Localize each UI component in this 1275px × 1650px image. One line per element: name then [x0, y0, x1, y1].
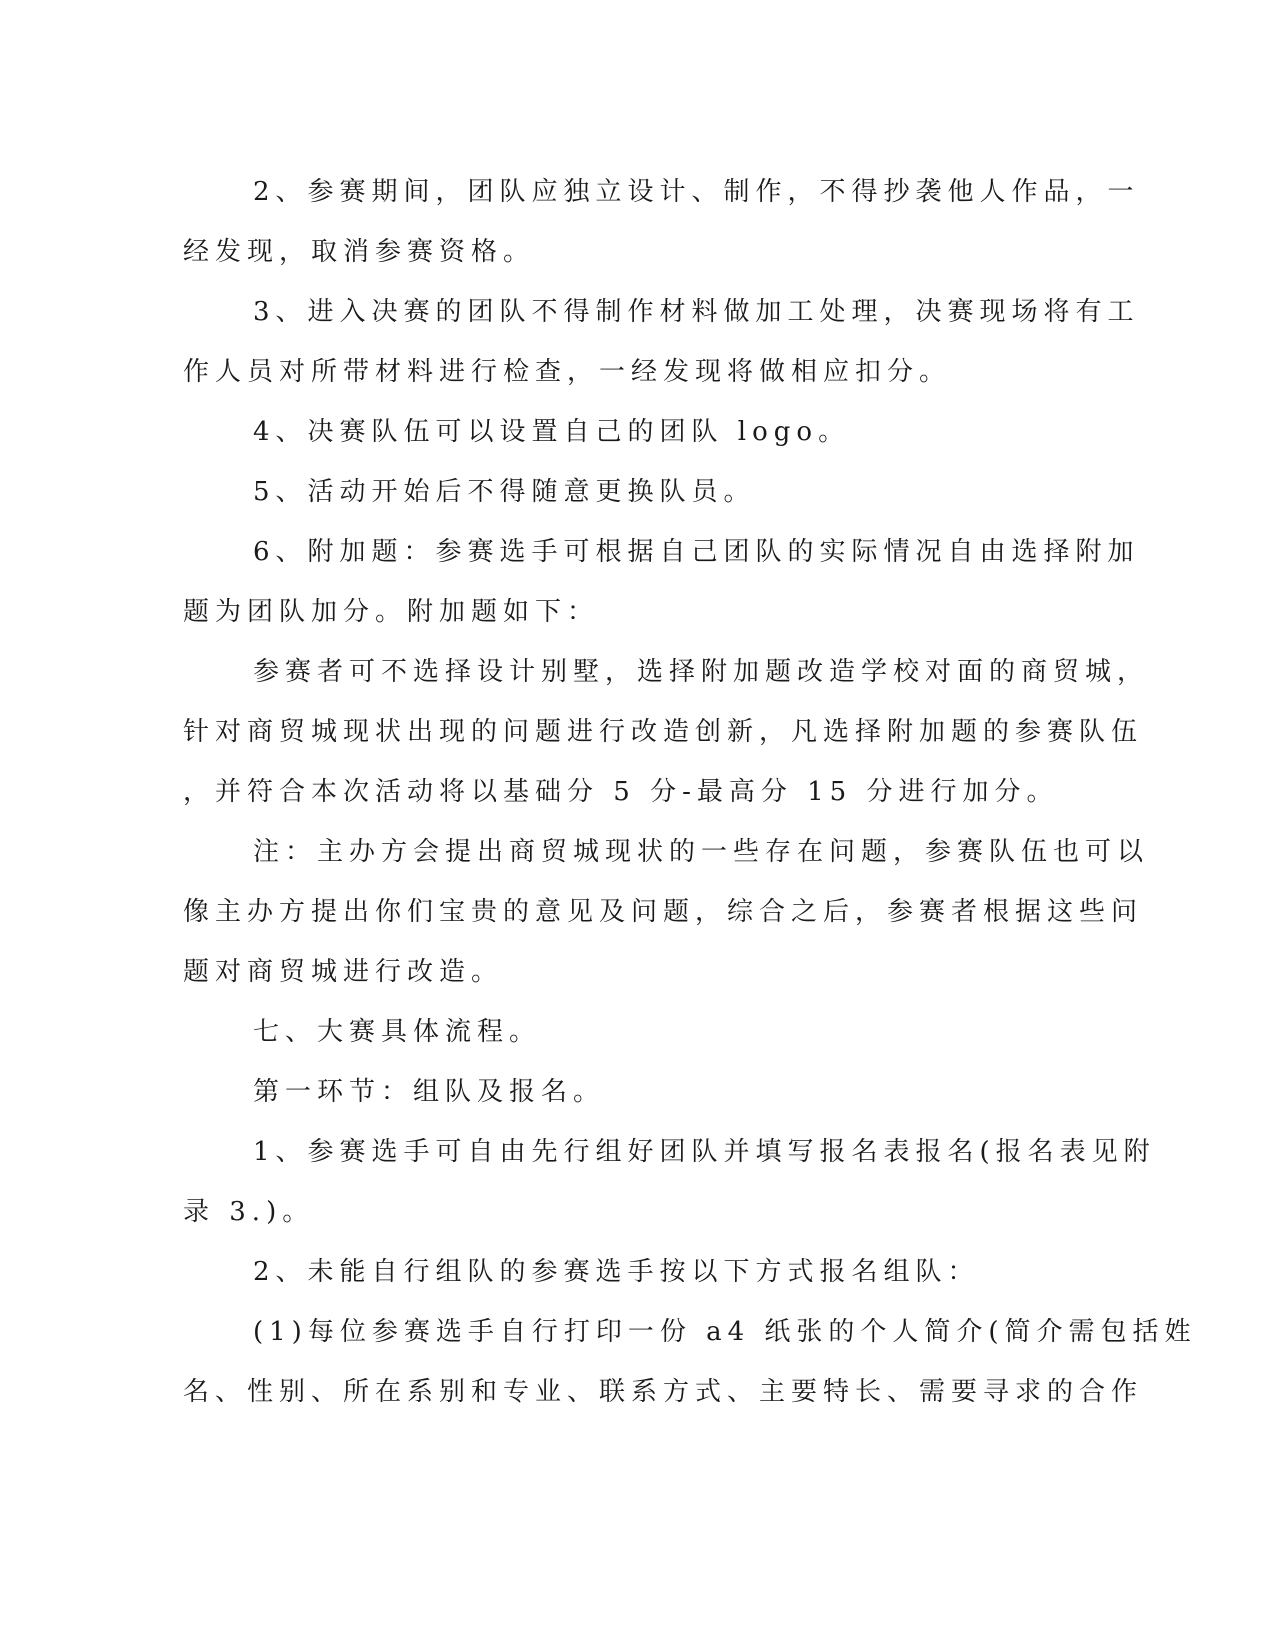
rule-4-line-1: 4、决赛队伍可以设置自己的团队 logo。 [253, 417, 851, 447]
stage-one-heading: 第一环节：组队及报名。 [253, 1077, 606, 1107]
stage-one-item-1-line-1: 1、参赛选手可自由先行组好团队并填写报名表报名(报名表见附 [253, 1137, 1156, 1167]
rule-6-line-1: 6、附加题：参赛选手可根据自己团队的实际情况自由选择附加 [253, 537, 1140, 567]
note-line-3: 题对商贸城进行改造。 [183, 957, 504, 987]
note-line-1: 注：主办方会提出商贸城现状的一些存在问题，参赛队伍也可以 [253, 837, 1150, 867]
rule-3-line-1: 3、进入决赛的团队不得制作材料做加工处理，决赛现场将有工 [253, 297, 1140, 327]
stage-one-item-2-line-1: 2、未能自行组队的参赛选手按以下方式报名组队： [253, 1257, 980, 1287]
document-body [183, 162, 1197, 1422]
subitem-1-line-2: 名、性别、所在系别和专业、联系方式、主要特长、需要寻求的合作 [183, 1377, 1144, 1407]
note-line-2: 像主办方提出你们宝贵的意见及问题，综合之后，参赛者根据这些问 [183, 897, 1144, 927]
section-heading: 七、大赛具体流程。 [253, 1017, 542, 1047]
rule-2-line-1: 2、参赛期间，团队应独立设计、制作，不得抄袭他人作品，一 [253, 177, 1140, 207]
rule-6-line-2: 题为团队加分。附加题如下： [183, 597, 600, 627]
rule-3-line-2: 作人员对所带材料进行检查，一经发现将做相应扣分。 [183, 357, 952, 387]
bonus-line-3: ，并符合本次活动将以基础分 5 分-最高分 15 分进行加分。 [183, 777, 1059, 807]
rule-5-line-1: 5、活动开始后不得随意更换队员。 [253, 477, 756, 507]
bonus-line-1: 参赛者可不选择设计别墅，选择附加题改造学校对面的商贸城， [253, 657, 1150, 687]
stage-one-item-1-line-2: 录 3.)。 [183, 1197, 315, 1227]
rule-2-line-2: 经发现，取消参赛资格。 [183, 237, 536, 267]
subitem-1-line-1: (1)每位参赛选手自行打印一份 a4 纸张的个人简介(简介需包括姓 [253, 1317, 1197, 1347]
bonus-line-2: 针对商贸城现状出现的问题进行改造创新，凡选择附加题的参赛队伍 [183, 717, 1144, 747]
